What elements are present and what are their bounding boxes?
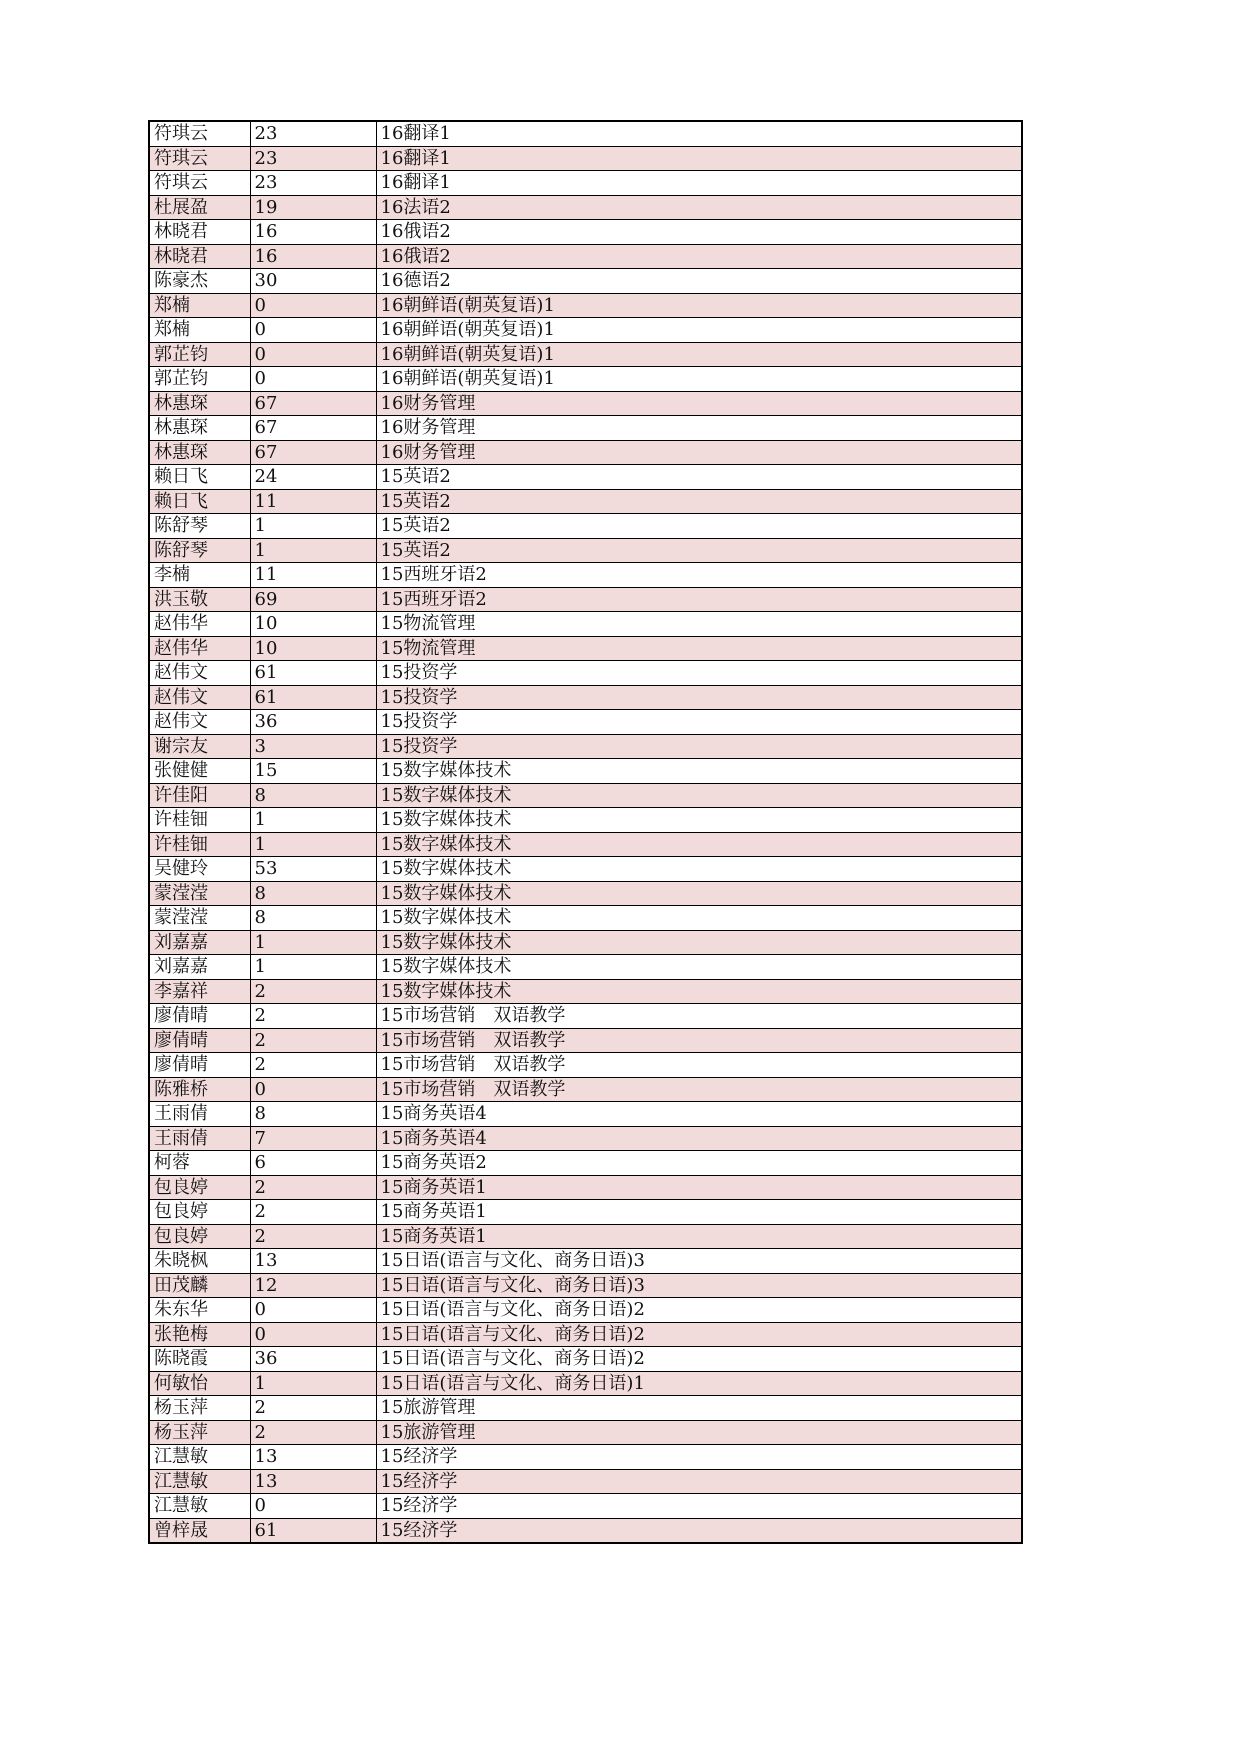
table-row — [149, 710, 1022, 735]
class-cell: 15西班牙语2 — [376, 587, 1022, 612]
class-cell: 15数字媒体技术 — [376, 808, 1022, 833]
name-cell: 包良婷 — [149, 1200, 250, 1225]
table-row — [149, 220, 1022, 245]
count-cell: 36 — [250, 1347, 376, 1372]
class-cell: 16翻译1 — [376, 146, 1022, 171]
table-row — [149, 587, 1022, 612]
count-cell: 15 — [250, 759, 376, 784]
table-row — [149, 1175, 1022, 1200]
count-cell: 2 — [250, 1396, 376, 1421]
table-row — [149, 1273, 1022, 1298]
table-row — [149, 1322, 1022, 1347]
class-cell: 15投资学 — [376, 685, 1022, 710]
table-row — [149, 734, 1022, 759]
name-cell: 郭芷钧 — [149, 342, 250, 367]
class-cell: 15经济学 — [376, 1469, 1022, 1494]
count-cell: 6 — [250, 1151, 376, 1176]
table-row — [149, 832, 1022, 857]
name-cell: 洪玉敬 — [149, 587, 250, 612]
class-cell: 15商务英语4 — [376, 1102, 1022, 1127]
count-cell: 8 — [250, 783, 376, 808]
class-cell: 15市场营销 双语教学 — [376, 1004, 1022, 1029]
name-cell: 郭芷钧 — [149, 367, 250, 392]
count-cell: 2 — [250, 1224, 376, 1249]
name-cell: 张艳梅 — [149, 1322, 250, 1347]
name-cell: 李嘉祥 — [149, 979, 250, 1004]
count-cell: 8 — [250, 881, 376, 906]
class-cell: 15数字媒体技术 — [376, 857, 1022, 882]
count-cell: 2 — [250, 1420, 376, 1445]
class-cell: 15物流管理 — [376, 612, 1022, 637]
name-cell: 包良婷 — [149, 1224, 250, 1249]
table-row — [149, 195, 1022, 220]
table-row — [149, 1151, 1022, 1176]
count-cell: 12 — [250, 1273, 376, 1298]
table-row — [149, 440, 1022, 465]
table-row — [149, 1004, 1022, 1029]
count-cell: 1 — [250, 832, 376, 857]
class-cell: 15数字媒体技术 — [376, 783, 1022, 808]
class-cell: 15商务英语1 — [376, 1200, 1022, 1225]
count-cell: 2 — [250, 1200, 376, 1225]
class-cell: 15投资学 — [376, 710, 1022, 735]
count-cell: 8 — [250, 906, 376, 931]
data-table — [148, 120, 1023, 1544]
name-cell: 郑楠 — [149, 293, 250, 318]
table-row — [149, 955, 1022, 980]
name-cell: 谢宗友 — [149, 734, 250, 759]
class-cell: 16财务管理 — [376, 416, 1022, 441]
name-cell: 柯蓉 — [149, 1151, 250, 1176]
name-cell: 陈舒琴 — [149, 514, 250, 539]
class-cell: 15英语2 — [376, 489, 1022, 514]
class-cell: 15日语(语言与文化、商务日语)2 — [376, 1322, 1022, 1347]
name-cell: 杨玉萍 — [149, 1396, 250, 1421]
name-cell: 曾梓晟 — [149, 1518, 250, 1543]
count-cell: 61 — [250, 661, 376, 686]
table-row — [149, 342, 1022, 367]
name-cell: 陈豪杰 — [149, 269, 250, 294]
table-row — [149, 318, 1022, 343]
name-cell: 符琪云 — [149, 146, 250, 171]
table-row — [149, 783, 1022, 808]
name-cell: 刘嘉嘉 — [149, 955, 250, 980]
class-cell: 15英语2 — [376, 514, 1022, 539]
name-cell: 陈晓霞 — [149, 1347, 250, 1372]
table-row — [149, 1053, 1022, 1078]
count-cell: 11 — [250, 489, 376, 514]
class-cell: 16俄语2 — [376, 220, 1022, 245]
count-cell: 2 — [250, 979, 376, 1004]
name-cell: 赖日飞 — [149, 465, 250, 490]
count-cell: 69 — [250, 587, 376, 612]
table-row — [149, 1028, 1022, 1053]
table-row — [149, 808, 1022, 833]
count-cell: 16 — [250, 244, 376, 269]
table-row — [149, 685, 1022, 710]
table-row — [149, 121, 1022, 146]
class-cell: 15日语(语言与文化、商务日语)3 — [376, 1249, 1022, 1274]
table-row — [149, 538, 1022, 563]
name-cell: 田茂麟 — [149, 1273, 250, 1298]
class-cell: 15西班牙语2 — [376, 563, 1022, 588]
table-body — [149, 121, 1022, 1543]
name-cell: 朱东华 — [149, 1298, 250, 1323]
class-cell: 16财务管理 — [376, 440, 1022, 465]
name-cell: 蒙滢滢 — [149, 906, 250, 931]
table-row — [149, 930, 1022, 955]
name-cell: 王雨倩 — [149, 1102, 250, 1127]
table-row — [149, 416, 1022, 441]
table-row — [149, 1396, 1022, 1421]
name-cell: 廖倩晴 — [149, 1053, 250, 1078]
count-cell: 2 — [250, 1028, 376, 1053]
class-cell: 15经济学 — [376, 1445, 1022, 1470]
name-cell: 朱晓枫 — [149, 1249, 250, 1274]
table-row — [149, 1469, 1022, 1494]
name-cell: 林晓君 — [149, 220, 250, 245]
class-cell: 15日语(语言与文化、商务日语)1 — [376, 1371, 1022, 1396]
count-cell: 0 — [250, 1494, 376, 1519]
count-cell: 10 — [250, 636, 376, 661]
class-cell: 16朝鲜语(朝英复语)1 — [376, 293, 1022, 318]
count-cell: 53 — [250, 857, 376, 882]
count-cell: 23 — [250, 146, 376, 171]
count-cell: 1 — [250, 514, 376, 539]
count-cell: 0 — [250, 1322, 376, 1347]
count-cell: 30 — [250, 269, 376, 294]
name-cell: 赵伟华 — [149, 636, 250, 661]
name-cell: 江慧敏 — [149, 1445, 250, 1470]
class-cell: 15日语(语言与文化、商务日语)3 — [376, 1273, 1022, 1298]
name-cell: 林晓君 — [149, 244, 250, 269]
table-row — [149, 636, 1022, 661]
count-cell: 67 — [250, 391, 376, 416]
name-cell: 江慧敏 — [149, 1494, 250, 1519]
table-row — [149, 465, 1022, 490]
name-cell: 符琪云 — [149, 171, 250, 196]
class-cell: 15英语2 — [376, 538, 1022, 563]
count-cell: 2 — [250, 1053, 376, 1078]
name-cell: 郑楠 — [149, 318, 250, 343]
table-row — [149, 857, 1022, 882]
count-cell: 24 — [250, 465, 376, 490]
class-cell: 15日语(语言与文化、商务日语)2 — [376, 1298, 1022, 1323]
name-cell: 廖倩晴 — [149, 1004, 250, 1029]
class-cell: 15数字媒体技术 — [376, 881, 1022, 906]
table-row — [149, 244, 1022, 269]
name-cell: 杨玉萍 — [149, 1420, 250, 1445]
table-row — [149, 1494, 1022, 1519]
table-row — [149, 1298, 1022, 1323]
table-row — [149, 1126, 1022, 1151]
class-cell: 15商务英语1 — [376, 1224, 1022, 1249]
count-cell: 1 — [250, 1371, 376, 1396]
count-cell: 1 — [250, 930, 376, 955]
class-cell: 16朝鲜语(朝英复语)1 — [376, 318, 1022, 343]
class-cell: 15数字媒体技术 — [376, 906, 1022, 931]
table-row — [149, 979, 1022, 1004]
name-cell: 林惠琛 — [149, 440, 250, 465]
name-cell: 许桂钿 — [149, 832, 250, 857]
count-cell: 7 — [250, 1126, 376, 1151]
count-cell: 3 — [250, 734, 376, 759]
name-cell: 杜展盈 — [149, 195, 250, 220]
count-cell: 2 — [250, 1175, 376, 1200]
table-row — [149, 759, 1022, 784]
name-cell: 蒙滢滢 — [149, 881, 250, 906]
class-cell: 15商务英语4 — [376, 1126, 1022, 1151]
class-cell: 16翻译1 — [376, 121, 1022, 146]
count-cell: 0 — [250, 318, 376, 343]
table-row — [149, 1347, 1022, 1372]
count-cell: 16 — [250, 220, 376, 245]
name-cell: 陈雅桥 — [149, 1077, 250, 1102]
class-cell: 15市场营销 双语教学 — [376, 1028, 1022, 1053]
name-cell: 廖倩晴 — [149, 1028, 250, 1053]
class-cell: 16翻译1 — [376, 171, 1022, 196]
class-cell: 15经济学 — [376, 1518, 1022, 1543]
class-cell: 15经济学 — [376, 1494, 1022, 1519]
class-cell: 15市场营销 双语教学 — [376, 1053, 1022, 1078]
class-cell: 15市场营销 双语教学 — [376, 1077, 1022, 1102]
count-cell: 13 — [250, 1469, 376, 1494]
table-row — [149, 171, 1022, 196]
name-cell: 张健健 — [149, 759, 250, 784]
table-row — [149, 1420, 1022, 1445]
class-cell: 16法语2 — [376, 195, 1022, 220]
class-cell: 16德语2 — [376, 269, 1022, 294]
name-cell: 林惠琛 — [149, 416, 250, 441]
count-cell: 13 — [250, 1249, 376, 1274]
class-cell: 16朝鲜语(朝英复语)1 — [376, 367, 1022, 392]
count-cell: 67 — [250, 440, 376, 465]
table-row — [149, 1077, 1022, 1102]
table-row — [149, 269, 1022, 294]
table-row — [149, 514, 1022, 539]
table-row — [149, 563, 1022, 588]
table-row — [149, 1518, 1022, 1543]
count-cell: 2 — [250, 1004, 376, 1029]
class-cell: 16财务管理 — [376, 391, 1022, 416]
count-cell: 36 — [250, 710, 376, 735]
count-cell: 67 — [250, 416, 376, 441]
name-cell: 林惠琛 — [149, 391, 250, 416]
table-row — [149, 1200, 1022, 1225]
count-cell: 1 — [250, 955, 376, 980]
table-row — [149, 661, 1022, 686]
class-cell: 15旅游管理 — [376, 1420, 1022, 1445]
count-cell: 0 — [250, 342, 376, 367]
table-row — [149, 1224, 1022, 1249]
class-cell: 16俄语2 — [376, 244, 1022, 269]
count-cell: 61 — [250, 685, 376, 710]
name-cell: 李楠 — [149, 563, 250, 588]
name-cell: 王雨倩 — [149, 1126, 250, 1151]
name-cell: 赵伟文 — [149, 710, 250, 735]
class-cell: 16朝鲜语(朝英复语)1 — [376, 342, 1022, 367]
class-cell: 15投资学 — [376, 734, 1022, 759]
count-cell: 0 — [250, 1298, 376, 1323]
name-cell: 江慧敏 — [149, 1469, 250, 1494]
count-cell: 23 — [250, 121, 376, 146]
count-cell: 13 — [250, 1445, 376, 1470]
count-cell: 11 — [250, 563, 376, 588]
class-cell: 15日语(语言与文化、商务日语)2 — [376, 1347, 1022, 1372]
class-cell: 15数字媒体技术 — [376, 930, 1022, 955]
table-row — [149, 1371, 1022, 1396]
class-cell: 15商务英语1 — [376, 1175, 1022, 1200]
table-row — [149, 906, 1022, 931]
class-cell: 15物流管理 — [376, 636, 1022, 661]
count-cell: 19 — [250, 195, 376, 220]
count-cell: 0 — [250, 367, 376, 392]
class-cell: 15商务英语2 — [376, 1151, 1022, 1176]
name-cell: 陈舒琴 — [149, 538, 250, 563]
class-cell: 15数字媒体技术 — [376, 759, 1022, 784]
table-row — [149, 489, 1022, 514]
class-cell: 15数字媒体技术 — [376, 979, 1022, 1004]
name-cell: 赵伟文 — [149, 685, 250, 710]
count-cell: 0 — [250, 1077, 376, 1102]
count-cell: 10 — [250, 612, 376, 637]
table-row — [149, 146, 1022, 171]
name-cell: 许佳阳 — [149, 783, 250, 808]
count-cell: 8 — [250, 1102, 376, 1127]
table-row — [149, 1249, 1022, 1274]
class-cell: 15旅游管理 — [376, 1396, 1022, 1421]
name-cell: 刘嘉嘉 — [149, 930, 250, 955]
table-row — [149, 612, 1022, 637]
table-row — [149, 293, 1022, 318]
class-cell: 15数字媒体技术 — [376, 955, 1022, 980]
count-cell: 23 — [250, 171, 376, 196]
class-cell: 15投资学 — [376, 661, 1022, 686]
count-cell: 61 — [250, 1518, 376, 1543]
class-cell: 15英语2 — [376, 465, 1022, 490]
count-cell: 1 — [250, 808, 376, 833]
name-cell: 包良婷 — [149, 1175, 250, 1200]
name-cell: 赖日飞 — [149, 489, 250, 514]
name-cell: 符琪云 — [149, 121, 250, 146]
name-cell: 何敏怡 — [149, 1371, 250, 1396]
table-row — [149, 367, 1022, 392]
table-row — [149, 1102, 1022, 1127]
table-row — [149, 1445, 1022, 1470]
name-cell: 赵伟华 — [149, 612, 250, 637]
name-cell: 吴健玲 — [149, 857, 250, 882]
name-cell: 赵伟文 — [149, 661, 250, 686]
count-cell: 0 — [250, 293, 376, 318]
class-cell: 15数字媒体技术 — [376, 832, 1022, 857]
count-cell: 1 — [250, 538, 376, 563]
table-row — [149, 391, 1022, 416]
table-row — [149, 881, 1022, 906]
name-cell: 许桂钿 — [149, 808, 250, 833]
